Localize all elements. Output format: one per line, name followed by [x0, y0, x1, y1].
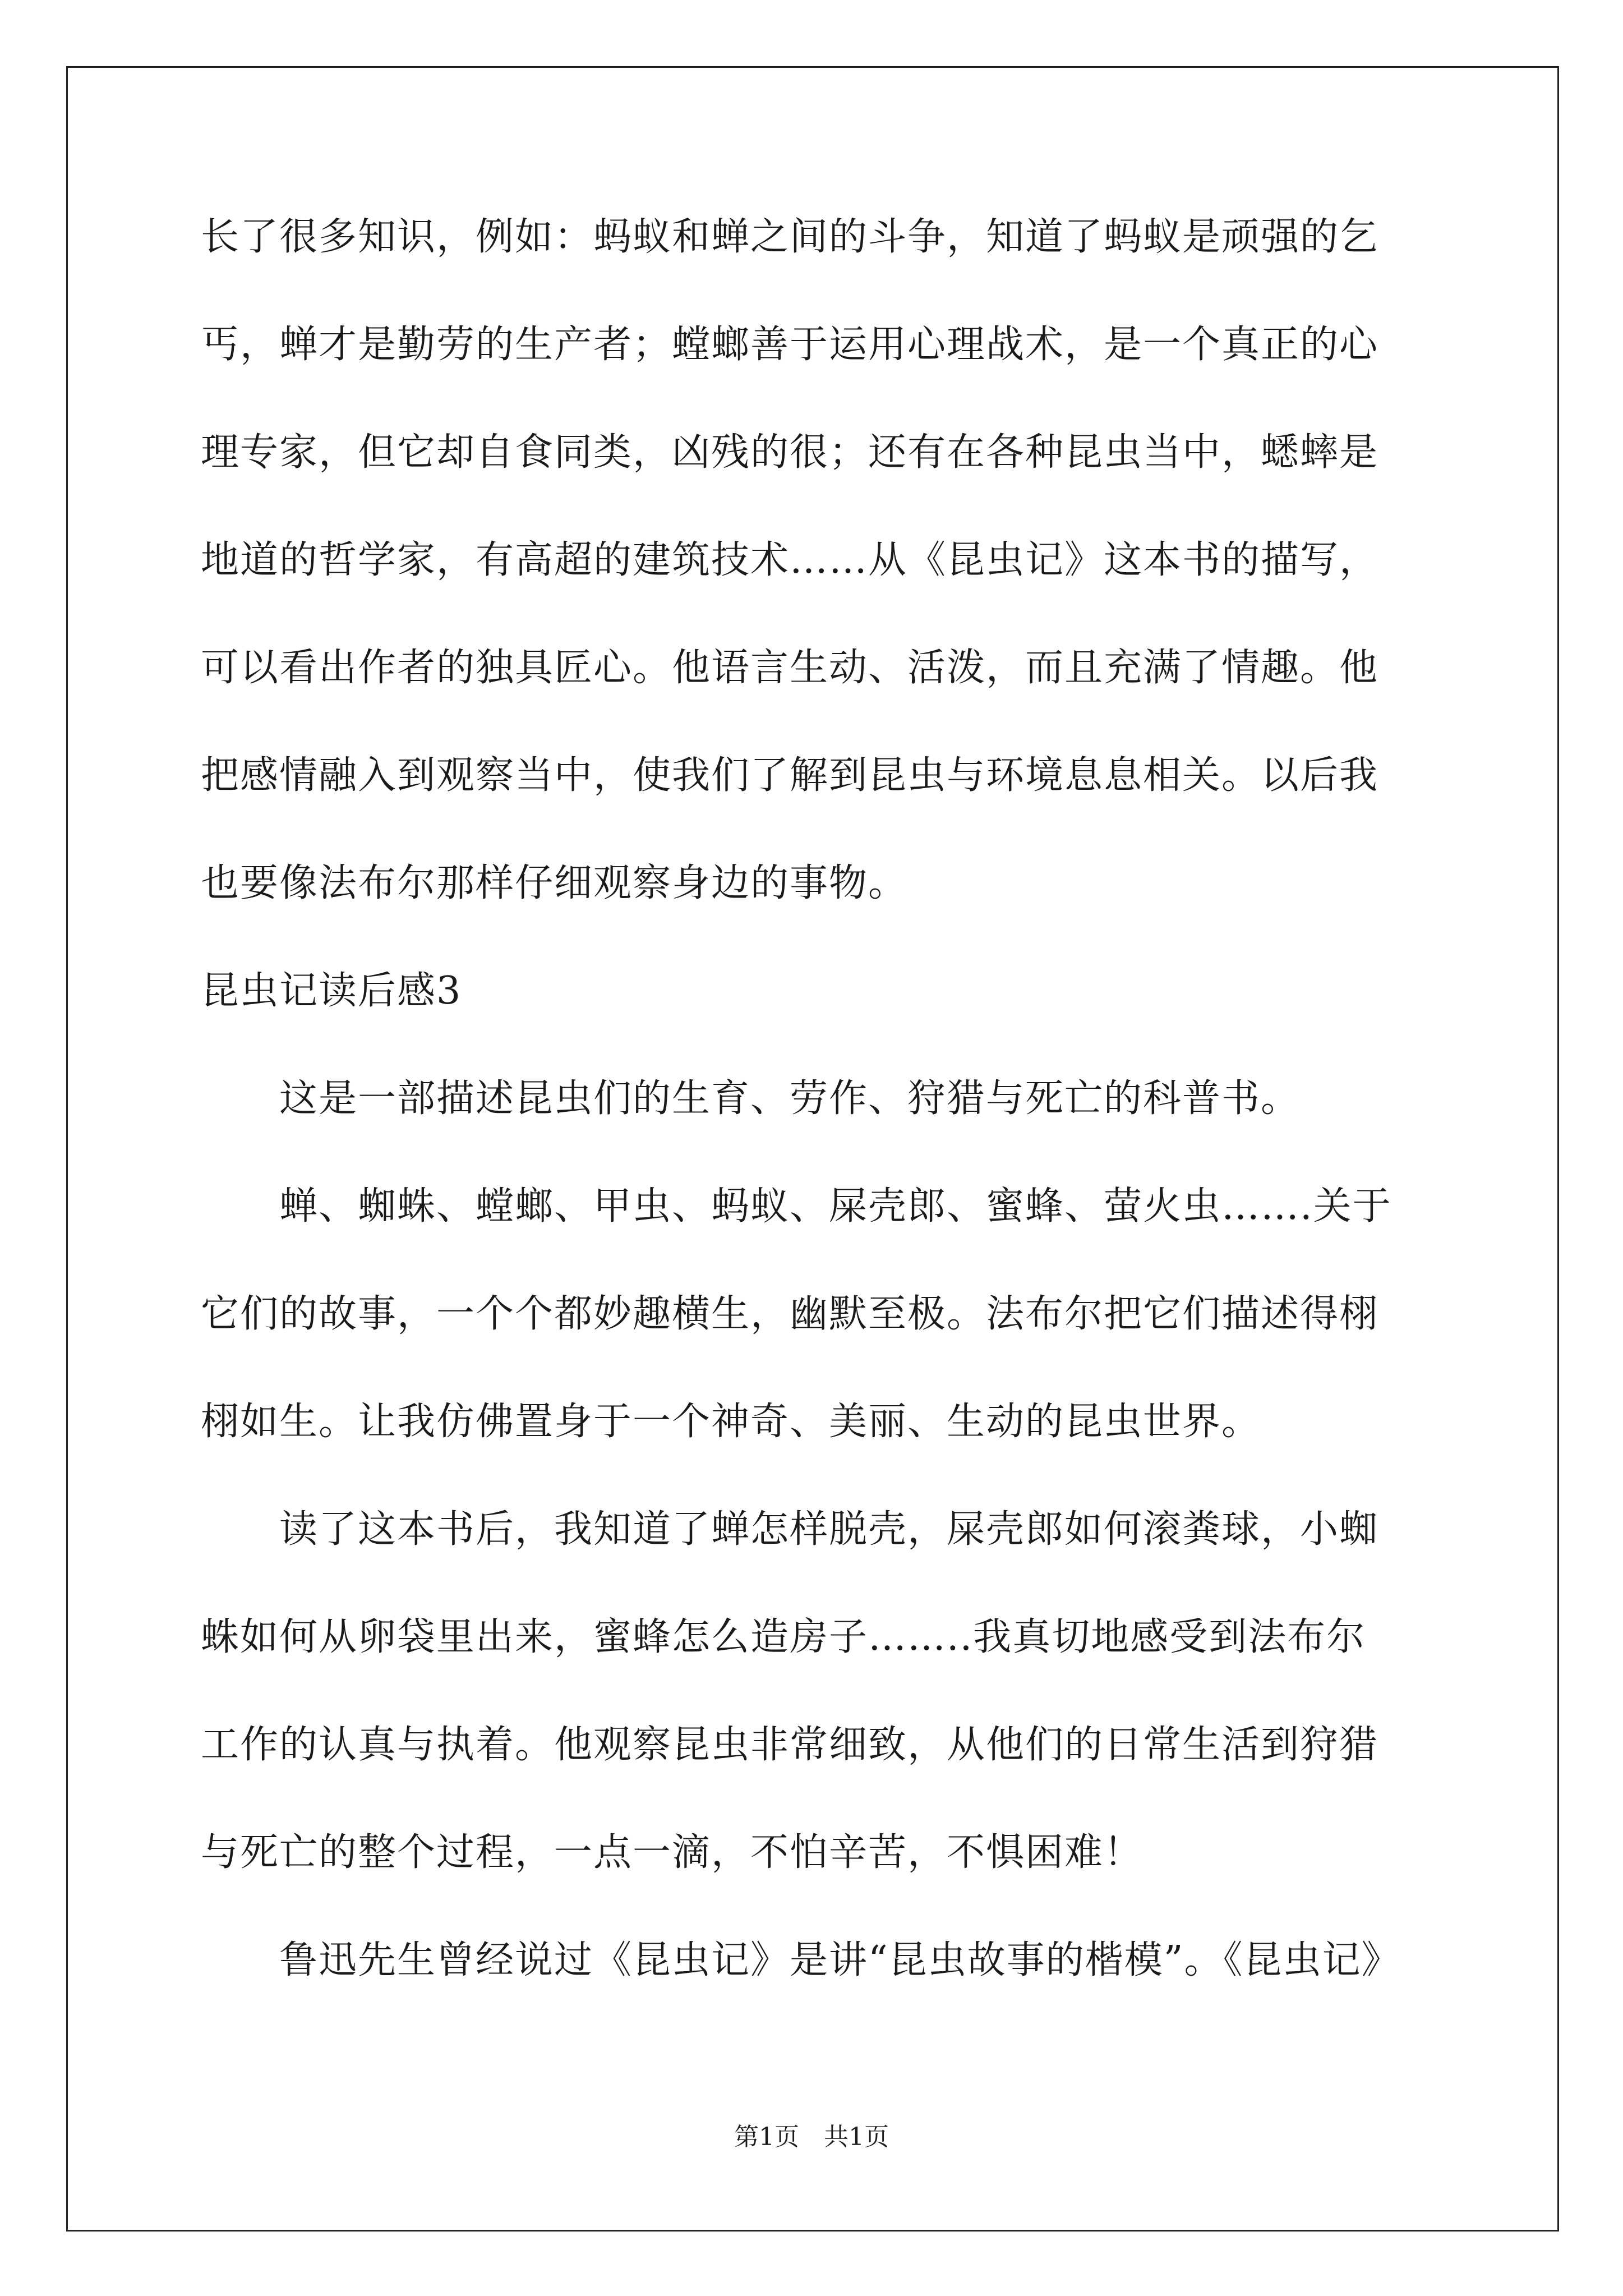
body-line-3: 理专家，但它却自食同类，凶残的很；还有在各种昆虫当中，蟋蟀是 [201, 430, 1379, 475]
body-line-1: 长了很多知识，例如：蚂蚁和蝉之间的斗争，知道了蚂蚁是顽强的乞 [201, 215, 1379, 259]
document-body [201, 210, 1429, 2041]
page-footer: 第1页 共1页 [734, 2123, 889, 2151]
body-line-14: 蛛如何从卵袋里出来，蜜蜂怎么造房子……..我真切地感受到法布尔 [201, 1615, 1366, 1659]
body-line-13: 读了这本书后，我知道了蝉怎样脱壳，屎壳郎如何滚粪球，小蜘 [279, 1507, 1379, 1552]
body-line-10: 蝉、蜘蛛、螳螂、甲虫、蚂蚁、屎壳郎、蜜蜂、萤火虫…….关于 [279, 1184, 1392, 1228]
body-line-4: 地道的哲学家，有高超的建筑技术……从《昆虫记》这本书的描写， [201, 538, 1379, 582]
section-heading: 昆虫记读后感3 [201, 969, 462, 1013]
body-line-11: 它们的故事，一个个都妙趣横生，幽默至极。法布尔把它们描述得栩 [201, 1292, 1379, 1336]
body-line-5: 可以看出作者的独具匠心。他语言生动、活泼，而且充满了情趣。他 [201, 646, 1379, 690]
body-line-17: 鲁迅先生曾经说过《昆虫记》是讲“昆虫故事的楷模”。《昆虫记》 [279, 1938, 1401, 1982]
body-line-12: 栩如生。让我仿佛置身于一个神奇、美丽、生动的昆虫世界。 [201, 1400, 1261, 1444]
body-line-2: 丐，蝉才是勤劳的生产者；螳螂善于运用心理战术，是一个真正的心 [201, 323, 1379, 367]
body-line-15: 工作的认真与执着。他观察昆虫非常细致，从他们的日常生活到狩猎 [201, 1723, 1379, 1767]
body-line-9: 这是一部描述昆虫们的生育、劳作、狩猎与死亡的科普书。 [279, 1076, 1301, 1121]
body-line-6: 把感情融入到观察当中，使我们了解到昆虫与环境息息相关。以后我 [201, 753, 1379, 798]
body-line-7: 也要像法布尔那样仔细观察身边的事物。 [201, 861, 908, 905]
body-line-16: 与死亡的整个过程，一点一滴，不怕辛苦，不惧困难！ [201, 1830, 1144, 1875]
